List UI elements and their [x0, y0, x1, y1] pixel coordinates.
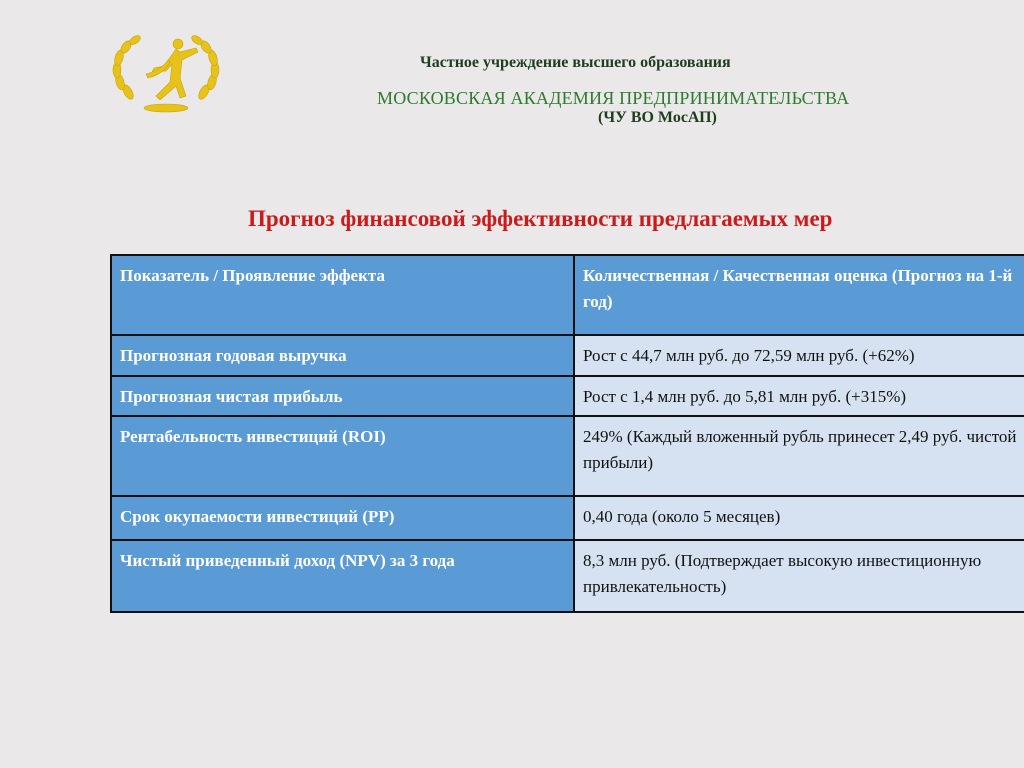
header-indicator: Показатель / Проявление эффекта — [111, 255, 574, 335]
value-cell: 0,40 года (около 5 месяцев) — [574, 496, 1024, 540]
value-cell: 249% (Каждый вложенный рубль принесет 2,49 руб. чистой прибыли) — [574, 416, 1024, 496]
indicator-cell: Рентабельность инвестиций (ROI) — [111, 416, 574, 496]
table-row — [111, 335, 1024, 376]
indicator-cell: Прогнозная годовая выручка — [111, 335, 574, 376]
table-row — [111, 496, 1024, 540]
academy-name: МОСКОВСКАЯ АКАДЕМИЯ ПРЕДПРИНИМАТЕЛЬСТВА — [377, 88, 850, 108]
academy-abbreviation: (ЧУ ВО МосАП) — [598, 109, 717, 126]
indicator-cell: Срок окупаемости инвестиций (PP) — [111, 496, 574, 540]
table-header-row — [111, 255, 1024, 335]
header-value: Количественная / Качественная оценка (Прогноз на 1-й год) — [574, 255, 1024, 335]
indicator-cell: Чистый приведенный доход (NPV) за 3 года — [111, 540, 574, 612]
table-row — [111, 376, 1024, 417]
slide-title: Прогноз финансовой эффективности предлагаемых мер — [248, 206, 833, 231]
value-cell: 8,3 млн руб. (Подтверждает высокую инвестиционную привлекательность) — [574, 540, 1024, 612]
laurel-wreath-runner-logo — [106, 30, 226, 114]
indicator-cell: Прогнозная чистая прибыль — [111, 376, 574, 417]
table-row — [111, 540, 1024, 612]
financial-forecast-table — [110, 254, 1024, 613]
value-cell: Рост с 44,7 млн руб. до 72,59 млн руб. (+62%) — [574, 335, 1024, 376]
academy-logo — [106, 30, 226, 114]
value-cell: Рост с 1,4 млн руб. до 5,81 млн руб. (+315%) — [574, 376, 1024, 417]
table-row — [111, 416, 1024, 496]
institution-type: Частное учреждение высшего образования — [420, 54, 731, 71]
